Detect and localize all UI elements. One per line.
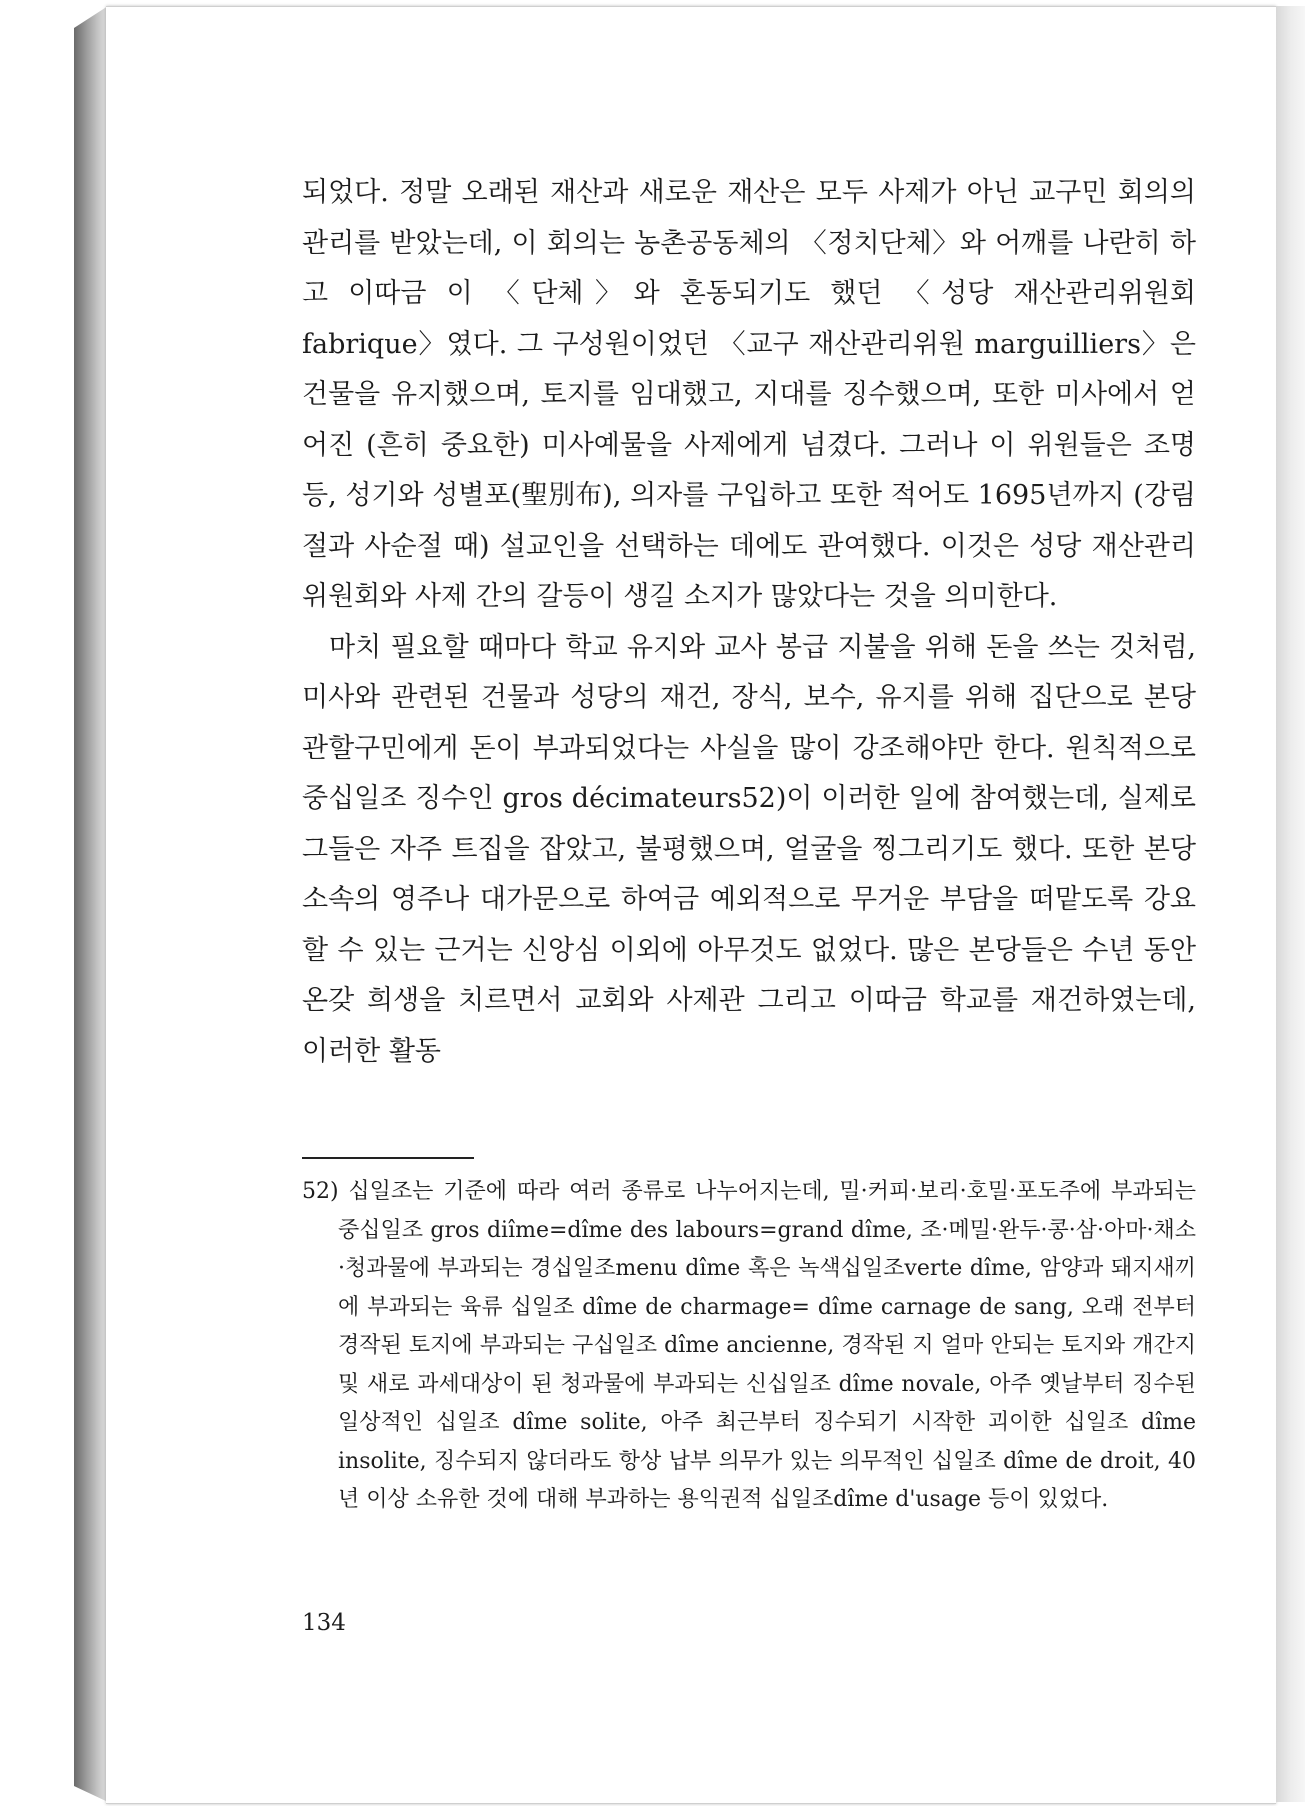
paragraph-1: 되었다. 정말 오래된 재산과 새로운 재산은 모두 사제가 아닌 교구민 회의의 관리를 받았는데, 이 회의는 농촌공동체의 〈정치단체〉와 어깨를 나란히 하고 이따금 이 〈단체〉와 혼동되기도 했던 〈성당 재산관리위원회 fabrique〉였다. 그 구성원이었던 〈교구 재산관리위원 marguilliers〉은 건물을 유지했으며, 토지를 임대했고, 지대를 징수했으며, 또한 미사에서 얻어진 (흔히 중요한) 미사예물을 사제에게 넘겼다. 그러나 이 위원들은 조명등, 성기와 성별포(聖別布), 의자를 구입하고 또한 적어도 1695년까지 (강림절과 사순절 때) 설교인을 선택하는 데에도 관여했다. 이것은 성당 재산관리위원회와 사제 간의 갈등이 생길 소지가 많았다는 것을 의미한다. <box>302 177 1196 612</box>
footnote-52: 52) 십일조는 기준에 따라 여러 종류로 나누어지는데, 밀·커피·보리·호밀·포도주에 부과되는 중십일조 gros diîme=dîme des labours=grand dîme, 조·메밀·완두·콩·삼·아마·채소·청과물에 부과되는 경십일조menu dîme 혹은 녹색십일조verte dîme, 암양과 돼지새끼에 부과되는 육류 십일조 dîme de charmage= dîme carnage de sang, 오래 전부터 경작된 토지에 부과되는 구십일조 dîme ancienne, 경작된 지 얼마 안되는 토지와 개간지 및 새로 과세대상이 된 청과물에 부과되는 신십일조 dîme novale, 아주 옛날부터 징수된 일상적인 십일조 dîme solite, 아주 최근부터 징수되기 시작한 괴이한 십일조 dîme insolite, 징수되지 않더라도 항상 납부 의무가 있는 의무적인 십일조 dîme de droit, 40년 이상 소유한 것에 대해 부과하는 용익권적 십일조dîme d'usage 등이 있었다. <box>302 1179 1196 1512</box>
page-edge <box>1276 6 1305 1802</box>
body-text <box>302 168 1196 1077</box>
book-spine <box>74 6 108 1802</box>
paragraph-2: 마치 필요할 때마다 학교 유지와 교사 봉급 지불을 위해 돈을 쓰는 것처럼, 미사와 관련된 건물과 성당의 재건, 장식, 보수, 유지를 위해 집단으로 본당관할구민에게 돈이 부과되었다는 사실을 많이 강조해야만 한다. 원칙적으로 중십일조 징수인 gros décimateurs52)이 이러한 일에 참여했는데, 실제로 그들은 자주 트집을 잡았고, 불평했으며, 얼굴을 찡그리기도 했다. 또한 본당 소속의 영주나 대가문으로 하여금 예외적으로 무거운 부담을 떠맡도록 강요할 수 있는 근거는 신앙심 이외에 아무것도 없었다. 많은 본당들은 수년 동안 온갖 희생을 치르면서 교회와 사제관 그리고 이따금 학교를 재건하였는데, 이러한 활동 <box>302 631 1196 1067</box>
page-number: 134 <box>302 1610 346 1636</box>
footnote-divider <box>302 1157 474 1159</box>
